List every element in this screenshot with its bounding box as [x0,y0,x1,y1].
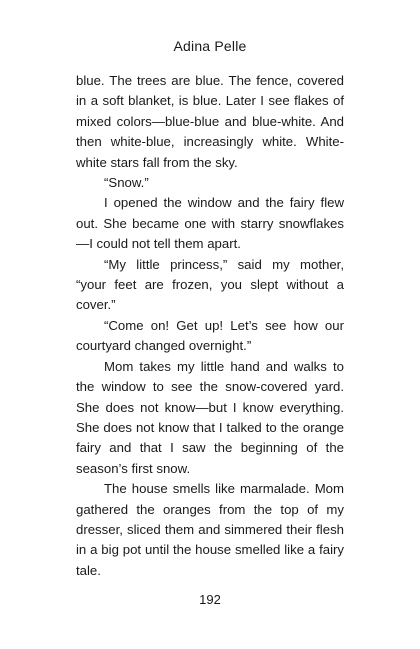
page-number: 192 [199,592,221,607]
paragraph-mom-window: Mom takes my little hand and walks to the window to see the snow-covered yard. She does not know—but I know everything. She does not know that I talked to the orange fairy and that I saw the beginning of the season’s first snow. [76,358,344,476]
paragraph-mother-dialogue: “My little princess,” said my mother, “your feet are frozen, you slept without a cover.” [76,256,344,313]
paragraph-continued: blue. The trees are blue. The fence, covered in a soft blanket, is blue. Later I see flakes of mixed colors—blue-blue and blue-white. And then white-blue, increasingly white. White-white stars fall from the sky. [76,73,344,170]
running-header-author: Adina Pelle [173,38,247,54]
paragraph-window-fairy: I opened the window and the fairy flew out. She became one with starry snowflakes —I could not tell them apart. [76,195,344,252]
body-text [76,71,344,581]
paragraph-get-up-dialogue: “Come on! Get up! Let’s see how our courtyard changed overnight.” [76,317,344,354]
paragraph-snow-dialogue: “Snow.” [104,175,149,191]
paragraph-marmalade: The house smells like marmalade. Mom gathered the oranges from the top of my dresser, sliced them and simmered their flesh in a big pot until the house smelled like a fairy tale. [76,481,344,578]
